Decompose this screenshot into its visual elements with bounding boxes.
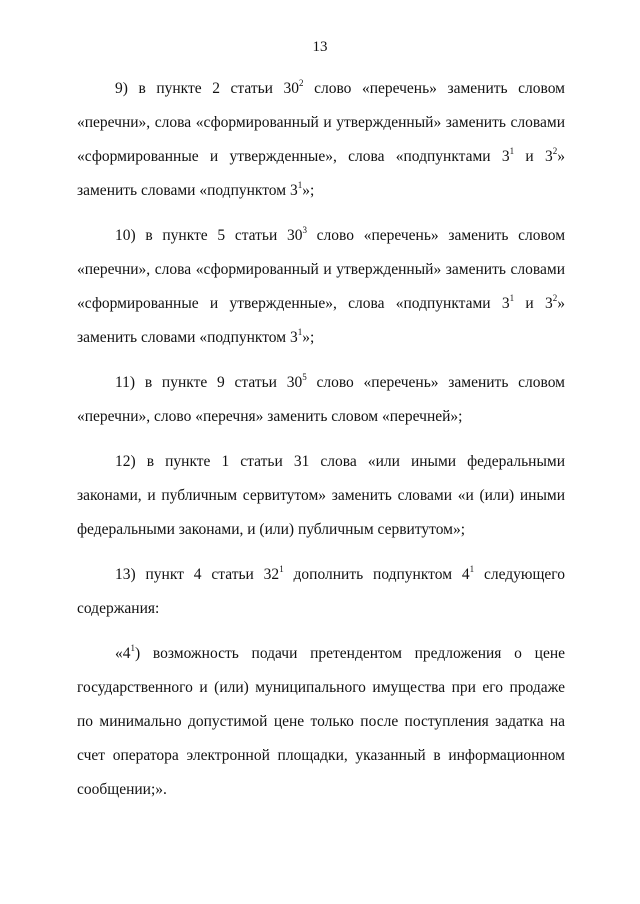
text-run: слово «перечень» заменить словом «перечни», слово «перечня» заменить словом «перечней»; [77,374,565,425]
text-run: »; [302,329,315,346]
superscript: 2 [552,145,558,156]
text-run: «4 [115,645,131,662]
superscript: 1 [130,642,135,653]
amendment-paragraph-item-11 [77,366,565,434]
text-run: ) возможность подачи претендентом предложения о цене государственного и (или) муниципального имущества при его продаже по минимально допустимой цене только после поступления задатка на счет оператора электронной площадки, указанный в информационном сообщении;». [77,645,565,798]
superscript: 1 [297,326,303,337]
superscript: 1 [469,563,475,574]
page-number: 13 [312,39,328,55]
superscript: 1 [297,179,303,190]
text-run: слово «перечень» заменить словом «перечни», слова «сформированный и утвержденный» заменить словами «сформированные и утвержденные», слова «подпунктами 3 [77,227,566,312]
superscript: 2 [299,77,304,88]
superscript: 1 [279,563,284,574]
text-run: »; [302,182,315,199]
text-run: 11) в пункте 9 статьи 30 [115,374,303,391]
superscript: 2 [552,292,558,303]
amendment-paragraph-item-9 [77,72,565,208]
text-run: 12) в пункте 1 статьи 31 слова «или иными федеральными законами, и публичным сервитутом» заменить словами «и (или) иными федеральными законами, и (или) публичным сервитутом»; [77,453,565,538]
text-run: и 3 [514,295,553,312]
amendment-paragraph-item-12 [77,445,565,547]
text-run: 10) в пункте 5 статьи 30 [115,227,303,244]
text-run: 13) пункт 4 статьи 32 [115,566,280,583]
text-run: слово «перечень» заменить словом «перечни», слова «сформированный и утвержденный» заменить словами «сформированные и утвержденные», слова «подпунктами 3 [77,80,565,165]
text-run: и 3 [514,148,553,165]
text-run: 9) в пункте 2 статьи 30 [115,80,300,97]
amendment-paragraph-item-13 [77,558,565,626]
superscript: 5 [302,371,307,382]
superscript: 1 [509,145,515,156]
text-run: следующего содержания: [77,566,565,617]
text-run: » заменить словами «подпунктом 3 [77,295,565,346]
amendment-paragraph-item-10 [77,219,565,355]
document-body [77,72,565,818]
superscript: 3 [302,224,307,235]
amendment-paragraph-item-13-quote [77,637,565,807]
superscript: 1 [509,292,515,303]
text-run: дополнить подпунктом 4 [283,566,470,583]
text-run: » заменить словами «подпунктом 3 [77,148,565,199]
